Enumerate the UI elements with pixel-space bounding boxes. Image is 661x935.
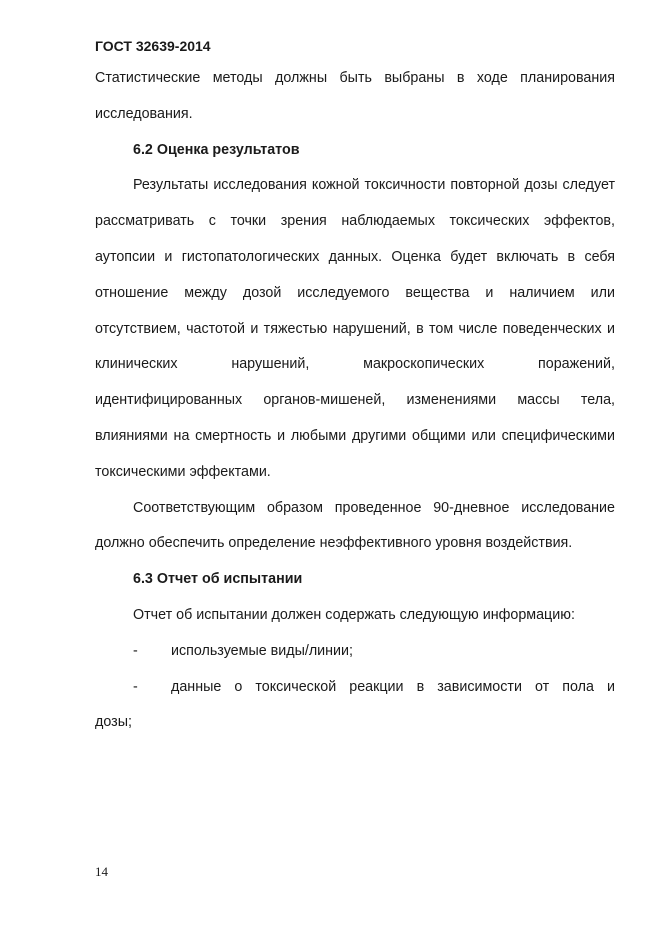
paragraph-results-evaluation: Результаты исследования кожной токсичности повторной дозы следует рассматривать с точки зрения наблюдаемых токсических эффектов, аутопсии и гистопатологических данных. Оценка будет включать в себя отношение между дозой исследуемого вещества и наличием или отсутствием, частотой и тяжестью нарушений, в том числе поведенческих и клинических нарушений, макроскопических поражений, идентифицированных органов-мишеней, изменениями массы тела, влияниями на смертность и любыми другими общими или специфическими токсическими эффектами.	[95, 177, 615, 480]
paragraph-statistical-methods: Статистические методы должны быть выбраны в ходе планирования исследования.	[95, 70, 615, 122]
document-code-header: ГОСТ 32639-2014	[95, 38, 211, 54]
list-item	[95, 670, 615, 706]
section-heading-6-2: 6.2 Оценка результатов	[133, 141, 300, 158]
document-body	[95, 61, 615, 741]
list-dash: -	[133, 678, 138, 695]
section-heading-6-3: 6.3 Отчет об испытании	[133, 571, 303, 588]
list-item-text: используемые виды/линии;	[171, 642, 354, 659]
page-number: 14	[95, 864, 108, 879]
list-item-continuation: дозы;	[95, 714, 132, 731]
list-item-text: данные о токсической реакции в зависимости от пола и	[171, 678, 615, 695]
paragraph-90-day-study: Соответствующим образом проведенное 90-дневное исследование должно обеспечить определение неэффективного уровня воздействия.	[95, 499, 615, 552]
list-dash: -	[133, 642, 138, 659]
list-item	[95, 634, 615, 670]
paragraph-report-contents: Отчет об испытании должен содержать следующую информацию:	[133, 606, 575, 623]
